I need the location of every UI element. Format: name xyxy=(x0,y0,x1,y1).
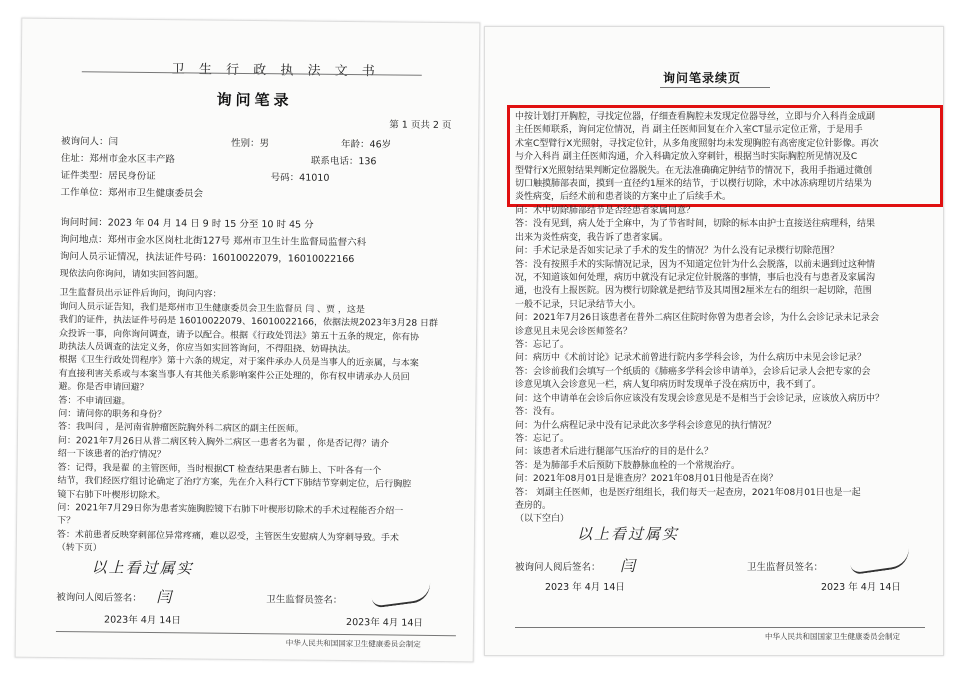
body-line: 诊意见且未见会诊医师签名？ xyxy=(515,326,633,337)
body-line: 一般不记录，只记录结节大小。 xyxy=(515,299,642,310)
interview-place: 询问地点：郑州市金水区岗杜北街127号 郑州市卫生计生监督局监督六科 xyxy=(59,234,367,249)
body-line: 问：2021年7月26日该患者在普外二病区住院时你曾为患者会诊，为什么会诊记录未记录会 xyxy=(515,313,880,324)
body-line: 避。你是否申请回避？ xyxy=(58,382,149,394)
body-line: 答：没有见到，病人处于全麻中，为了节省时间，切除的标本由护士直接送往病理科，结果 xyxy=(515,219,876,230)
body-line: 诊意见填入会诊意见一栏，病人复印病历时发现单子没在病历中，我不到了。 xyxy=(515,380,822,391)
left-body-text xyxy=(57,268,465,560)
body-line: 问：为什么病程记录中没有记录此次多学科会诊意见的执行情况？ xyxy=(515,420,777,431)
officer-date: 2023 年 4月 14日 xyxy=(821,582,901,593)
highlight-line: 炎性病变，后经术前和患者谈的方案中止了后续手术。 xyxy=(515,192,732,203)
body-line: 答： 刘副主任医师，也是医疗组组长，我们每天一起查房，2021年08月01日也是一起 xyxy=(515,487,861,498)
body-line: 问：这个申请单在会诊后你应该没有发现会诊意见是不是相当于会诊记录，应该放入病历中？ xyxy=(515,393,885,404)
field-id-number: 号码：41010 xyxy=(270,172,330,184)
body-line: 根据《卫生行政处罚程序》第十六条的规定，对于案件承办人员是当事人的近亲属，与本案 xyxy=(58,355,419,370)
body-line: 问：请问你的职务和身份？ xyxy=(58,409,167,421)
body-line: 答：忘记了。 xyxy=(515,340,570,351)
body-line: 卫生监督员出示证件后询问，询问内容： xyxy=(59,288,222,301)
body-line: 答：没有。 xyxy=(515,407,561,418)
field-gender: 性别：男 xyxy=(231,137,270,150)
handwritten-confirmation: 以上看过属实 xyxy=(577,525,680,543)
interview-time: 询问时间：2023 年 04 月 14 日 9 时 15 分至 10 时 45 分 xyxy=(60,217,314,231)
body-line: 问：该患者术后进行腿部气压治疗的目的是什么？ xyxy=(515,447,714,458)
handwritten-confirmation: 以上看过属实 xyxy=(91,558,194,578)
highlight-line: 与介入科肖 副主任医师沟通，介入科确定放入穿刺针，根据当时实际胸腔所见情况及C xyxy=(515,152,858,163)
field-id-type: 证件类型：居民身份证 xyxy=(60,170,156,183)
body-line: （转下页） xyxy=(56,543,102,554)
field-address: 住址：郑州市金水区丰产路 xyxy=(60,153,175,166)
signer-signature: 闫 xyxy=(156,588,174,607)
right-body-text xyxy=(515,205,935,527)
body-line: 下？ xyxy=(57,516,76,527)
right-doc-title: 询问笔录续页 xyxy=(663,71,742,85)
body-line: 出来为炎性病变，我告诉了患者家属。 xyxy=(515,232,669,243)
body-line: 询问人员示证告知，我们是郑州市卫生健康委员会卫生监督员 闫 、贾 ，这是 xyxy=(59,301,365,316)
body-line: 问：2021年08月01日是谁查房？2021年08月01日他是否在岗？ xyxy=(515,474,778,485)
body-line: 问：手术记录是否如实记录了手术的发生的情况？为什么没有记录楔行切除范围？ xyxy=(515,246,840,257)
body-line: 通，也没有上报医院。因为楔行切除就是把结节及其周围2厘米左右的组织一起切除，范围 xyxy=(515,286,872,297)
body-line: 我们的证件，执法证件号码是 16010022079、16010022166，依据法规2023年3月28 日群 xyxy=(59,315,439,330)
left-doc-header: 卫 生 行 政 执 法 文 书 xyxy=(171,62,380,80)
body-line: 查房的。 xyxy=(515,500,552,511)
body-line: 问：术中切除肺部结节是否经患者家属同意？ xyxy=(515,206,696,216)
officer-signature-mark xyxy=(849,545,911,575)
body-line: 答：没有按照手术的实际情况记录，因为不知道定位针为什么会脱落，以前未遇到过这种情 xyxy=(515,259,876,270)
signer-label: 被询问人阅后签名： xyxy=(56,592,142,604)
body-line: 镜下右肺下叶楔形切除术。 xyxy=(57,489,166,501)
officer-sign-label: 卫生监督员签名： xyxy=(747,562,824,573)
body-line: 答：术前患者反映穿刺部位异常疼痛，难以忍受，主管医生安慰病人为穿刺导致。手术 xyxy=(56,529,399,544)
field-workplace: 工作单位：郑州市卫生健康委员会 xyxy=(60,187,204,200)
right-document-page xyxy=(484,26,944,656)
title-underline xyxy=(660,87,770,88)
body-line: 答：是为肺部手术后预防下肢静脉血栓的一个常规治疗。 xyxy=(515,460,741,471)
field-age: 年龄：46岁 xyxy=(340,138,392,151)
left-page-number: 第 1 页共 2 页 xyxy=(389,119,452,132)
signer-date: 2023 年 4月 14日 xyxy=(545,582,625,593)
body-line: 结节，我们经医疗组讨论确定了治疗方案，先在介入科行CT下肺结节穿刺定位，后行胸腔 xyxy=(57,476,412,490)
signer-signature: 闫 xyxy=(620,557,638,575)
officer-sign-label: 卫生监督员签名： xyxy=(266,594,343,607)
body-line: 答：忘记了。 xyxy=(515,433,570,444)
officer-date: 2023年 4月 14日 xyxy=(345,617,423,629)
body-line: 答：会诊前我们会填写一个纸质的《肺癌多学科会诊申请单》，会诊后记录人会把专家的会 xyxy=(515,366,871,377)
left-footer: 中华人民共和国国家卫生健康委员会制定 xyxy=(285,638,421,649)
right-footer: 中华人民共和国国家卫生健康委员会制定 xyxy=(765,632,900,641)
field-interviewee: 被询问人：闫 xyxy=(61,136,119,148)
footer-rule xyxy=(515,627,925,628)
body-line: 问：2021年7月26日从普二病区转入胸外二病区一患者名为翟 ，你是否记得？请介 xyxy=(57,435,389,450)
body-line: 众投诉一事，向你询问调查，请予以配合。根据《行政处罚法》第五十五条的规定，你有协 xyxy=(59,328,420,343)
highlight-line: 切口触摸肺部表面，摸到一直径约1厘米的结节，于以楔行切除，术中冰冻病理切片结果为 xyxy=(515,179,872,190)
field-phone: 联系电话：136 xyxy=(310,155,377,168)
footer-rule xyxy=(56,631,456,636)
body-line: 助执法人员调查的法定义务，你应当如实回答询问，不得阻挠、妨碍执法。 xyxy=(58,342,356,356)
body-line: 答：我叫闫 ，是河南省肿瘤医院胸外科二病区的副主任医师。 xyxy=(58,422,304,436)
body-line: 绍一下该患者的治疗情况？ xyxy=(57,449,166,461)
left-document-page xyxy=(15,18,481,663)
officer-signature-mark xyxy=(370,579,432,609)
body-line: 问：2021年7月29日你为患者实施胸腔镜下右肺下叶楔形切除术的手术过程能否介绍一 xyxy=(57,502,404,517)
body-line: 答：不申请回避。 xyxy=(58,395,131,407)
highlight-line: 型臂行X光照射结果判断定位器脱失。在无法准确确定肿结节的情况下，我用手指通过微创 xyxy=(515,165,873,176)
signer-label: 被询问人阅后签名： xyxy=(515,562,601,573)
officer-credentials: 询问人员示证情况，执法证件号码：16010022079，16010022166 xyxy=(59,251,355,266)
highlight-line: 主任医师联系，询问定位情况，肖 副主任医师回复在介入室CT显示定位正常，于是用手 xyxy=(515,125,863,136)
body-line: 有直接利害关系或与本案当事人有其他关系影响案件公正处理的，你有权申请承办人员回 xyxy=(58,368,410,383)
body-line: 答：记得，我是翟 的主管医师，当时根据CT 检查结果患者右肺上、下叶各有一个 xyxy=(57,462,382,477)
body-line: 现依法向你询问，请如实回答问题。 xyxy=(59,269,204,281)
highlighted-text xyxy=(515,111,935,205)
body-line: （以下空白） xyxy=(515,514,570,525)
signer-date: 2023年 4月 14日 xyxy=(104,614,181,627)
highlight-line: 术室C型臂行X光照射，寻找定位针，从多角度照射均未发现胸腔有高密度定位针影像。再次 xyxy=(515,138,879,149)
body-line: 况，不知道该如何处理，病历中就没有记录定位针脱落的事情，事后也没有与患者及家属沟 xyxy=(515,273,876,284)
highlight-line: 中按计划打开胸腔，寻找定位器，仔细查看胸腔未发现定位器导丝，立即与介入科肖金成副 xyxy=(515,112,876,122)
body-line: 问：病历中《术前讨论》记录术前曾进行院内多学科会诊，为什么病历中未见会诊记录？ xyxy=(515,353,867,364)
left-doc-title: 询问笔录 xyxy=(216,90,293,110)
